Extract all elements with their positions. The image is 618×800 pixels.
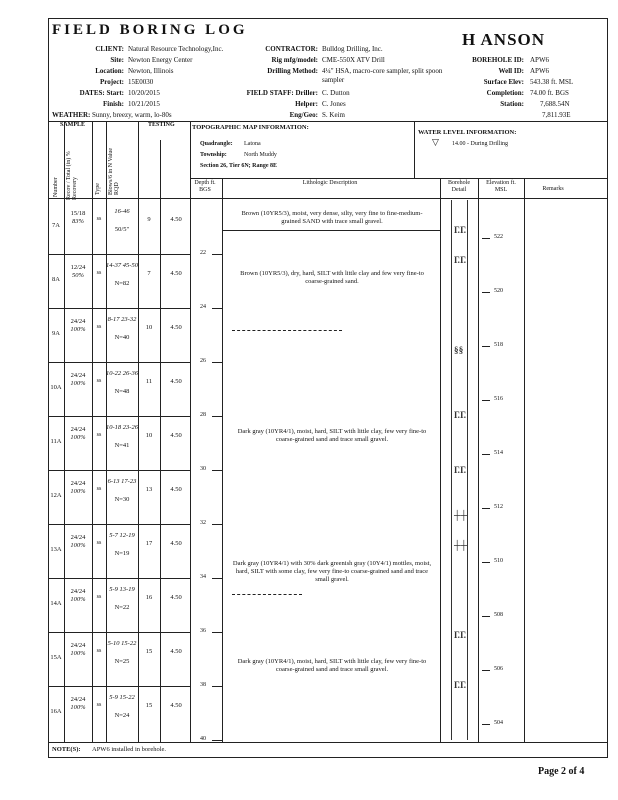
- elevation-tick: [482, 508, 490, 509]
- sample-type: ss: [96, 702, 102, 708]
- client-label: CLIENT:: [95, 45, 124, 53]
- rule-9: [478, 178, 479, 742]
- remarks-col-header: Remarks: [542, 186, 564, 192]
- surface-elev-label: Surface Elev:: [483, 78, 524, 86]
- sample-recovery: 24/24: [70, 426, 86, 433]
- sample-blows: 10-22 26-36: [106, 370, 138, 377]
- rule-5: [160, 140, 161, 742]
- sample-n-value: 50/5": [114, 226, 130, 233]
- litho-desc-5: Dark gray (10YR4/1), moist, hard, SILT with little clay, few very fine-to coarse-grained sand and trace small gravel.: [237, 658, 427, 673]
- eng-value: S. Keim: [322, 111, 345, 119]
- elevation-label: 506: [494, 666, 503, 672]
- sample-q: 10: [145, 324, 153, 331]
- litho-desc-1: Brown (10YR5/3), moist, very dense, silty, very fine to fine-medium-grained SAND with trace small gravel.: [241, 210, 423, 225]
- sample-n-value: N=30: [114, 496, 130, 503]
- depth-label: 24: [200, 304, 206, 310]
- backfill-icon: Γ. Γ.: [454, 410, 466, 420]
- sample-recovery: 15/18: [70, 210, 86, 217]
- sample-n-value: N=41: [114, 442, 130, 449]
- sample-type: ss: [96, 432, 102, 438]
- depth-label: 36: [200, 628, 206, 634]
- backfill-icon: Γ. Γ.: [454, 630, 466, 640]
- sample-row-divider: [48, 254, 190, 255]
- sample-pp: 4.50: [170, 270, 182, 277]
- sample-row-divider: [48, 308, 190, 309]
- sample-type: ss: [96, 486, 102, 492]
- sample-number: 10A: [50, 384, 62, 391]
- sample-blows: 5-7 12-19: [109, 532, 135, 539]
- sample-q: 13: [145, 486, 153, 493]
- depth-label: 32: [200, 520, 206, 526]
- sample-recovery: 24/24: [70, 642, 86, 649]
- sample-pp: 4.50: [170, 540, 182, 547]
- sample-recovery-pct: 50%: [72, 272, 84, 279]
- sample-blows: 16-46: [114, 208, 130, 215]
- sample-number: 13A: [50, 546, 62, 553]
- sample-recovery: 24/24: [70, 318, 86, 325]
- finish-label: Finish:: [102, 100, 124, 108]
- method-value: 4¼" HSA, macro-core sampler, split spoon sampler: [322, 67, 443, 84]
- sample-blows: 5-10 15-22: [107, 640, 137, 647]
- number-col-header: Number: [53, 177, 59, 197]
- site-label: Site:: [110, 56, 124, 64]
- sample-row-divider: [48, 416, 190, 417]
- sample-pp: 4.50: [170, 648, 182, 655]
- depth-tick: [212, 686, 222, 687]
- sample-number: 11A: [50, 438, 62, 445]
- borehole-col-header: Borehole Detail: [448, 180, 470, 193]
- station-north: 7,688.54N: [540, 100, 570, 108]
- sample-recovery-pct: 100%: [70, 542, 86, 549]
- elevation-label: 512: [494, 504, 503, 510]
- site-value: Newton Energy Center: [128, 56, 193, 64]
- sample-row-divider: [48, 362, 190, 363]
- start-value: 10/20/2015: [128, 89, 160, 97]
- sample-type: ss: [96, 216, 102, 222]
- township-value: North Muddy: [244, 152, 277, 158]
- backfill-icon: ┼ ┼: [454, 510, 467, 520]
- well-id-label: Well ID:: [498, 67, 524, 75]
- township-label: Township:: [200, 152, 227, 158]
- sample-row-divider: [48, 470, 190, 471]
- well-id-value: APW6: [530, 67, 550, 75]
- sample-blows: 6-13 17-23: [107, 478, 137, 485]
- sample-number: 9A: [52, 330, 60, 337]
- driller-value: C. Dutton: [322, 89, 350, 97]
- staff-label: FIELD STAFF: Driller:: [246, 89, 318, 97]
- sample-q: 9: [147, 216, 151, 223]
- eng-label: Eng/Geo:: [289, 111, 318, 119]
- sample-n-value: N=40: [114, 334, 130, 341]
- depth-col-header: Depth ft. BGS: [194, 180, 216, 193]
- sample-recovery: 24/24: [70, 588, 86, 595]
- sample-recovery-pct: 100%: [70, 650, 86, 657]
- sample-number: 7A: [52, 222, 60, 229]
- sample-recovery-pct: 100%: [70, 434, 86, 441]
- sample-pp: 4.50: [170, 378, 182, 385]
- elevation-tick: [482, 670, 490, 671]
- depth-tick: [212, 416, 222, 417]
- elevation-tick: [482, 400, 490, 401]
- sample-q: 11: [145, 378, 153, 385]
- sample-row-divider: [48, 632, 190, 633]
- water-level-icon: ▽: [432, 137, 439, 147]
- depth-tick: [212, 740, 222, 741]
- sample-pp: 4.50: [170, 594, 182, 601]
- sample-number: 16A: [50, 708, 62, 715]
- header-divider: [48, 121, 608, 122]
- helper-label: Helper:: [295, 100, 318, 108]
- backfill-icon: § §: [454, 345, 463, 355]
- sample-number: 8A: [52, 276, 60, 283]
- unit-contact-3: [232, 594, 302, 595]
- client-value: Natural Resource Technology,Inc.: [128, 45, 224, 53]
- blows-col-header: Blows/6 in N Value RQD: [108, 147, 120, 195]
- sample-pp: 4.50: [170, 432, 182, 439]
- elevation-label: 510: [494, 558, 503, 564]
- litho-col-header: Lithologic Description: [302, 180, 358, 186]
- section-value: Section 26, Tier 6N; Range 8E: [200, 163, 278, 169]
- surface-elev-value: 543.38 ft. MSL: [530, 78, 574, 86]
- dates-label: DATES: Start:: [79, 89, 124, 97]
- sample-q: 15: [145, 648, 153, 655]
- station-label: Station:: [500, 100, 524, 108]
- project-label: Project:: [100, 78, 124, 86]
- sample-n-value: N=24: [114, 712, 130, 719]
- unit-contact-1: [222, 230, 440, 231]
- backfill-icon: Γ. Γ.: [454, 255, 466, 265]
- elevation-tick: [482, 724, 490, 725]
- depth-tick: [212, 578, 222, 579]
- sample-blows: 5-9 13-19: [109, 586, 135, 593]
- sample-row-divider: [48, 686, 190, 687]
- rule-8: [440, 178, 441, 742]
- sample-type: ss: [96, 378, 102, 384]
- elevation-label: 522: [494, 234, 503, 240]
- litho-desc-4: Dark gray (10YR4/1) with 30% dark greenish gray (10Y4/1) mottles, moist, hard, SILT with some clay, few very fine-to coarse-grained sand and trace small gravel.: [232, 560, 432, 583]
- rig-value: CME-550X ATV Drill: [322, 56, 385, 64]
- sample-recovery-pct: 100%: [70, 380, 86, 387]
- sample-pp: 4.50: [170, 486, 182, 493]
- sample-recovery-pct: 100%: [70, 596, 86, 603]
- notes-value: APW6 installed in borehole.: [92, 746, 167, 753]
- testing-header: TESTING: [148, 122, 175, 128]
- elevation-tick: [482, 292, 490, 293]
- sample-recovery-pct: 100%: [70, 326, 86, 333]
- sample-pp: 4.50: [170, 324, 182, 331]
- depth-label: 40: [200, 736, 206, 742]
- sample-recovery-pct: 100%: [70, 704, 86, 711]
- sample-recovery: 12/24: [70, 264, 86, 271]
- elevation-tick: [482, 346, 490, 347]
- recovery-col-header: Recov / Total (in) % Recovery: [66, 151, 78, 200]
- sample-n-value: N=19: [114, 550, 130, 557]
- sample-recovery: 24/24: [70, 372, 86, 379]
- sample-pp: 4.50: [170, 216, 182, 223]
- elevation-label: 520: [494, 288, 503, 294]
- sample-row-divider: [48, 524, 190, 525]
- litho-desc-2: Brown (10YR5/3), dry, hard, SILT with little clay and few very fine-to coarse-grained sand.: [240, 270, 424, 285]
- sample-type: ss: [96, 540, 102, 546]
- elevation-tick: [482, 238, 490, 239]
- company-logo: H ANSON: [462, 30, 546, 49]
- sample-q: 15: [145, 702, 153, 709]
- location-label: Location:: [95, 67, 124, 75]
- log-title: FIELD BORING LOG: [52, 22, 248, 38]
- sample-number: 14A: [50, 600, 62, 607]
- depth-label: 30: [200, 466, 206, 472]
- litho-desc-3: Dark gray (10YR4/1), moist, hard, SILT with little clay, few very fine-to coarse-grained sand and trace small gravel.: [237, 428, 427, 443]
- page-number: Page 2 of 4: [538, 766, 585, 777]
- sample-blows: 5-9 15-22: [109, 694, 135, 701]
- elevation-label: 504: [494, 720, 503, 726]
- location-value: Newton, Illinois: [128, 67, 174, 75]
- depth-tick: [212, 308, 222, 309]
- sample-number: 12A: [50, 492, 62, 499]
- sample-q: 10: [145, 432, 153, 439]
- unit-contact-2: [232, 330, 342, 331]
- backfill-icon: ┼ ┼: [454, 540, 467, 550]
- elevation-label: 514: [494, 450, 503, 456]
- sample-row-divider: [48, 578, 190, 579]
- depth-tick: [212, 632, 222, 633]
- borehole-wall-right: [467, 200, 468, 740]
- sub-header-line: [190, 178, 608, 179]
- sample-recovery: 24/24: [70, 480, 86, 487]
- quad-label: Quadrangle:: [200, 141, 233, 147]
- sample-pp: 4.50: [170, 702, 182, 709]
- water-title: WATER LEVEL INFORMATION:: [418, 129, 517, 136]
- topo-divider: [190, 121, 191, 178]
- sample-type: ss: [96, 270, 102, 276]
- completion-label: Completion:: [486, 89, 524, 97]
- sample-q: 17: [145, 540, 153, 547]
- elevation-tick: [482, 616, 490, 617]
- sample-type: ss: [96, 324, 102, 330]
- borehole-wall-left: [451, 200, 452, 740]
- station-east: 7,811.93E: [542, 111, 571, 119]
- elevation-tick: [482, 562, 490, 563]
- sample-n-value: N=22: [114, 604, 130, 611]
- topo-title: TOPOGRAPHIC MAP INFORMATION:: [192, 124, 309, 131]
- rule-6: [190, 178, 191, 742]
- sample-blows: 10-18 23-26: [106, 424, 138, 431]
- sample-q: 7: [147, 270, 151, 277]
- rule-7: [222, 178, 223, 742]
- depth-tick: [212, 362, 222, 363]
- sample-number: 15A: [50, 654, 62, 661]
- type-col-header: Type: [95, 183, 101, 195]
- contractor-value: Bulldog Drilling, Inc.: [322, 45, 383, 53]
- depth-label: 34: [200, 574, 206, 580]
- method-label: Drilling Method:: [267, 67, 318, 75]
- sample-recovery: 24/24: [70, 696, 86, 703]
- depth-label: 22: [200, 250, 206, 256]
- borehole-id-label: BOREHOLE ID:: [472, 56, 524, 64]
- sample-blows: 14-37 45-50: [106, 262, 138, 269]
- elevation-label: 516: [494, 396, 503, 402]
- completion-value: 74.00 ft. BGS: [530, 89, 569, 97]
- depth-tick: [212, 470, 222, 471]
- sample-type: ss: [96, 648, 102, 654]
- weather-value: Sunny, breezy, warm, lo-80s: [92, 111, 172, 119]
- rule-10: [524, 178, 525, 742]
- contractor-label: CONTRACTOR:: [265, 45, 318, 53]
- depth-label: 26: [200, 358, 206, 364]
- footer-line: [48, 742, 608, 743]
- sample-q: 16: [145, 594, 153, 601]
- borehole-id-value: APW6: [530, 56, 550, 64]
- depth-tick: [212, 524, 222, 525]
- depth-label: 38: [200, 682, 206, 688]
- sample-n-value: N=82: [114, 280, 130, 287]
- elevation-label: 518: [494, 342, 503, 348]
- depth-label: 28: [200, 412, 206, 418]
- water-entry: 14.00 - During Drilling: [452, 141, 508, 147]
- depth-tick: [212, 254, 222, 255]
- quad-value: Latona: [244, 141, 261, 147]
- rig-label: Rig mfg/model:: [271, 56, 318, 64]
- notes-label: NOTE(S):: [52, 746, 81, 753]
- helper-value: C. Jones: [322, 100, 346, 108]
- project-value: 15E0030: [128, 78, 154, 86]
- sample-n-value: N=48: [114, 388, 130, 395]
- elev-col-header: Elevation ft. MSL: [486, 180, 516, 193]
- weather-label: WEATHER:: [52, 111, 91, 119]
- sample-recovery: 24/24: [70, 534, 86, 541]
- sample-recovery-pct: 100%: [70, 488, 86, 495]
- sample-blows: 8-17 23-32: [107, 316, 137, 323]
- elevation-tick: [482, 454, 490, 455]
- sample-header: SAMPLE: [60, 122, 86, 128]
- sample-recovery-pct: 83%: [72, 218, 84, 225]
- backfill-icon: Γ. Γ.: [454, 680, 466, 690]
- sample-n-value: N=25: [114, 658, 130, 665]
- finish-value: 10/21/2015: [128, 100, 160, 108]
- backfill-icon: Γ. Γ.: [454, 465, 466, 475]
- backfill-icon: Γ. Γ.: [454, 225, 466, 235]
- water-divider: [414, 121, 415, 178]
- sample-type: ss: [96, 594, 102, 600]
- elevation-label: 508: [494, 612, 503, 618]
